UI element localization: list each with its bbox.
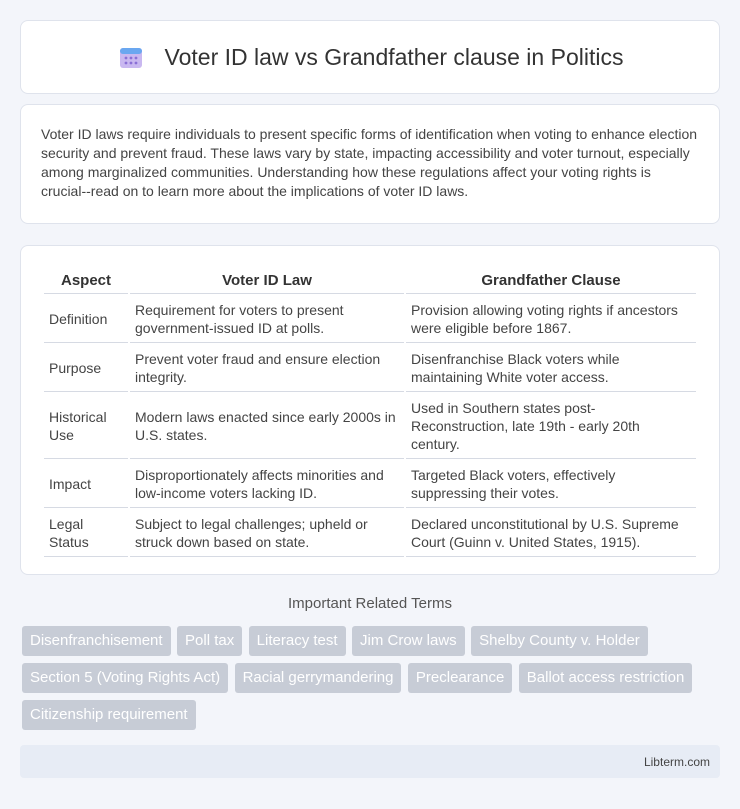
cell-voter-id: Subject to legal challenges; upheld or struck down based on state. [130, 510, 404, 557]
header-card [20, 20, 720, 94]
related-term-tag[interactable]: Shelby County v. Holder [471, 626, 648, 656]
related-term-tag[interactable]: Poll tax [177, 626, 242, 656]
cell-grandfather: Provision allowing voting rights if ancestors were eligible before 1867. [406, 296, 696, 343]
footer-link[interactable]: Libterm.com [643, 755, 710, 769]
header-grandfather: Grandfather Clause [406, 268, 696, 294]
cell-aspect: Legal Status [44, 510, 128, 557]
footer [20, 745, 720, 778]
cell-voter-id: Prevent voter fraud and ensure election integrity. [130, 345, 404, 392]
intro-card [20, 104, 720, 224]
calendar-icon [117, 43, 145, 71]
cell-voter-id: Disproportionately affects minorities and low-income voters lacking ID. [130, 461, 404, 508]
related-term-tag[interactable]: Racial gerrymandering [235, 663, 402, 693]
related-term-tag[interactable]: Preclearance [408, 663, 512, 693]
cell-aspect: Historical Use [44, 394, 128, 459]
intro-text: Voter ID laws require individuals to present specific forms of identification when voting to enhance election security and prevent fraud. These laws vary by state, impacting accessibility and voter turnout, especially among marginalized communities. Understanding how these regulations affect your voting rights is crucial--read on to learn more about the implications of voter ID laws. [41, 126, 698, 199]
related-term-tag[interactable]: Literacy test [249, 626, 346, 656]
cell-voter-id: Requirement for voters to present government-issued ID at polls. [130, 296, 404, 343]
cell-aspect: Definition [44, 296, 128, 343]
related-term-tag[interactable]: Disenfranchisement [22, 626, 171, 656]
related-term-tag[interactable]: Jim Crow laws [352, 626, 465, 656]
cell-grandfather: Disenfranchise Black voters while maintaining White voter access. [406, 345, 696, 392]
related-term-tag[interactable]: Section 5 (Voting Rights Act) [22, 663, 228, 693]
page-title: Voter ID law vs Grandfather clause in Politics [164, 43, 624, 70]
cell-aspect: Impact [44, 461, 128, 508]
header-voter-id: Voter ID Law [130, 268, 404, 294]
comparison-card [20, 245, 720, 575]
comparison-table [42, 266, 698, 559]
related-term-tag[interactable]: Citizenship requirement [22, 700, 196, 730]
table-row [44, 394, 696, 459]
related-term-tag[interactable]: Ballot access restriction [519, 663, 693, 693]
table-header-row [44, 268, 696, 294]
table-row [44, 461, 696, 508]
table-row [44, 296, 696, 343]
header-aspect: Aspect [44, 268, 128, 294]
cell-grandfather: Used in Southern states post-Reconstruction, late 19th - early 20th century. [406, 394, 696, 459]
cell-voter-id: Modern laws enacted since early 2000s in U.S. states. [130, 394, 404, 459]
table-row [44, 510, 696, 557]
table-row [44, 345, 696, 392]
cell-grandfather: Targeted Black voters, effectively suppressing their votes. [406, 461, 696, 508]
cell-grandfather: Declared unconstitutional by U.S. Supreme Court (Guinn v. United States, 1915). [406, 510, 696, 557]
related-terms-title: Important Related Terms [288, 595, 452, 612]
cell-aspect: Purpose [44, 345, 128, 392]
related-terms-list [22, 626, 722, 737]
